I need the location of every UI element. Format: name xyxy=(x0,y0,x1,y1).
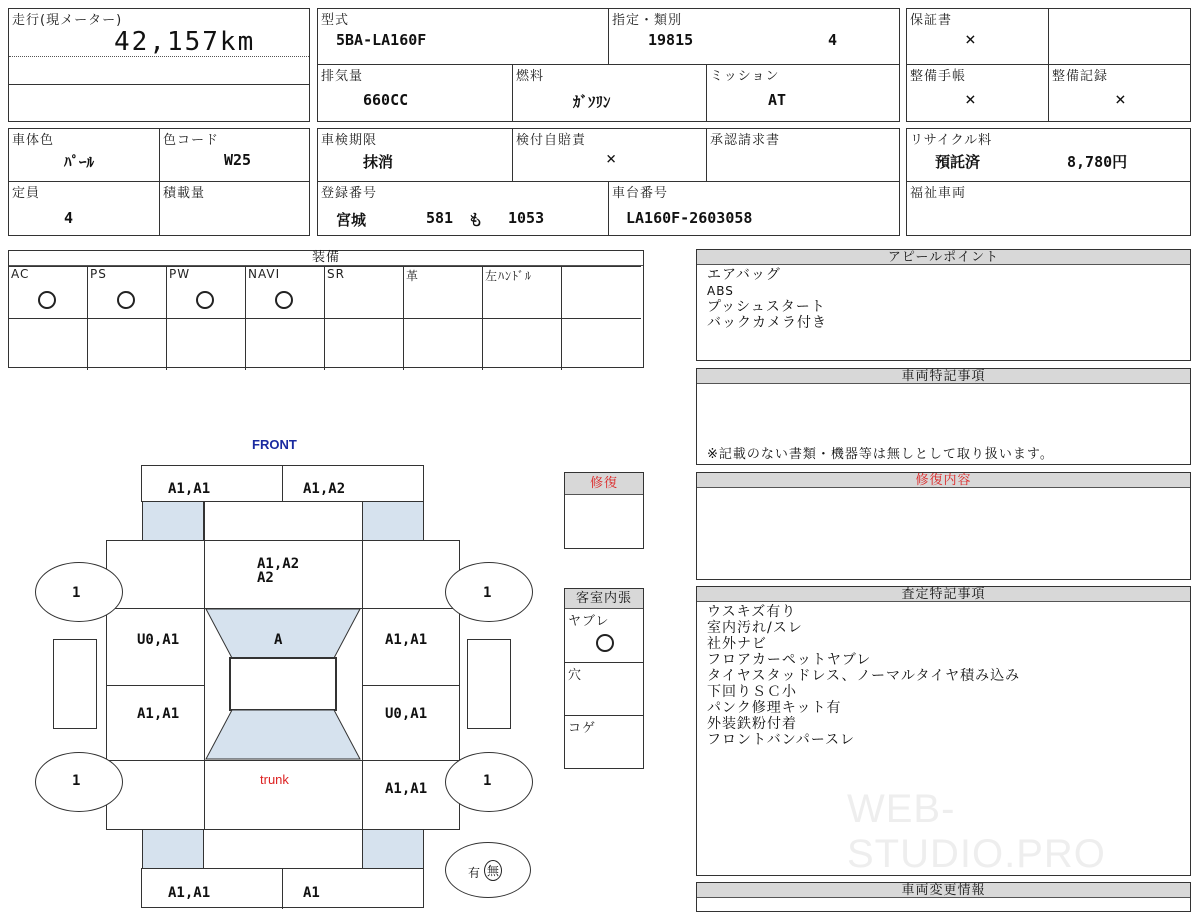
equipment-cell xyxy=(9,266,88,318)
equipment-cell xyxy=(167,266,246,318)
displacement-value: 660CC xyxy=(363,91,409,109)
recycle-amount: 8,780円 xyxy=(1067,153,1128,171)
assessment-item: 室内汚れ/スレ xyxy=(707,620,803,636)
designation-label: 指定・類別 xyxy=(612,13,683,28)
trunk-label: trunk xyxy=(260,772,289,787)
equipment-cell xyxy=(246,266,325,318)
maintenance-book-label: 整備手帳 xyxy=(910,69,967,84)
approval-label: 承認請求書 xyxy=(710,133,781,148)
equipment-empty-cell xyxy=(562,318,641,370)
front-right-code: A1,A2 xyxy=(303,481,346,497)
assessment-panel xyxy=(696,586,1191,876)
equipment-label: 革 xyxy=(406,269,420,283)
body-color-label: 車体色 xyxy=(12,133,55,148)
equipment-label: 左ﾊﾝﾄﾞﾙ xyxy=(485,269,533,283)
appeal-item: エアバッグ xyxy=(707,267,781,283)
interior-title: 客室内張 xyxy=(565,589,643,609)
warranty-box xyxy=(906,8,1191,122)
tire-fr-code: 1 xyxy=(483,585,492,601)
equipment-empty-cell xyxy=(88,318,167,370)
load-label: 積載量 xyxy=(163,186,206,201)
maintenance-record-value: × xyxy=(1115,89,1126,110)
equipment-cell xyxy=(483,266,562,318)
equipment-label: PW xyxy=(169,267,191,281)
right-front-door-code: A1,A1 xyxy=(385,632,428,648)
none-label: 無 xyxy=(484,860,502,881)
interior-burn-label: コゲ xyxy=(568,721,597,736)
color-box xyxy=(8,128,310,236)
vehicle-notes-note: ※記載のない書類・機器等は無しとして取り扱います。 xyxy=(707,447,1054,462)
vehicle-change-panel xyxy=(696,882,1191,912)
hood-code-1: A1,A2 xyxy=(257,556,300,572)
equipment-table xyxy=(8,250,644,368)
equipment-empty-cell xyxy=(9,318,88,370)
registration-num: 581 xyxy=(426,209,454,227)
recycle-box xyxy=(906,128,1191,236)
assessment-item: タイヤスタッドレス、ノーマルタイヤ積み込み xyxy=(707,668,1021,684)
equipment-empty-cell xyxy=(246,318,325,370)
equipment-empty-cell xyxy=(325,318,404,370)
appeal-item: ABS xyxy=(707,284,734,298)
warranty-label: 保証書 xyxy=(910,13,953,28)
fuel-label: 燃料 xyxy=(516,69,545,84)
tire-rl-code: 1 xyxy=(72,773,81,789)
registration-kana: も xyxy=(468,211,484,229)
vehicle-change-title: 車両変更情報 xyxy=(697,883,1190,898)
appeal-item: バックカメラ付き xyxy=(707,315,827,331)
appeal-panel xyxy=(696,249,1191,361)
assessment-title: 査定特記事項 xyxy=(697,587,1190,602)
recycle-status: 預託済 xyxy=(935,153,981,171)
cabin-glass xyxy=(204,608,362,760)
hood-code-2: A2 xyxy=(257,570,274,586)
rear-right-code: A1 xyxy=(303,885,320,901)
mileage-box xyxy=(8,8,310,122)
rear-left-code: A1,A1 xyxy=(168,885,211,901)
assessment-item: フロアカーペットヤブレ xyxy=(707,652,872,668)
equipment-empty-cell xyxy=(404,318,483,370)
tire-fl-code: 1 xyxy=(72,585,81,601)
assessment-list xyxy=(707,604,1020,748)
welfare-label: 福祉車両 xyxy=(910,186,967,201)
inspection-label: 車検期限 xyxy=(321,133,378,148)
vehicle-notes-panel xyxy=(696,368,1191,465)
designation-value2: 4 xyxy=(828,31,838,49)
vehicle-notes-title: 車両特記事項 xyxy=(697,369,1190,384)
left-front-door-code: U0,A1 xyxy=(137,632,180,648)
right-rear-door-code: U0,A1 xyxy=(385,706,428,722)
interior-tear-label: ヤブレ xyxy=(568,614,610,629)
mileage-label: 走行(現メーター) xyxy=(12,13,123,28)
warranty-value: × xyxy=(965,29,976,50)
transmission-label: ミッション xyxy=(710,69,780,84)
registration-pref: 宮城 xyxy=(336,211,367,229)
interior-tear-mark xyxy=(596,634,614,652)
repair-details-title: 修復内容 xyxy=(697,473,1190,488)
repair-label: 修復 xyxy=(565,473,643,495)
appeal-title: アピールポイント xyxy=(697,250,1190,265)
right-side-panel xyxy=(467,639,511,729)
watermark: WEB-STUDIO.PRO xyxy=(847,787,1106,876)
recycle-label: リサイクル料 xyxy=(910,133,993,148)
front-left-code: A1,A1 xyxy=(168,481,211,497)
registration-label: 登録番号 xyxy=(321,186,378,201)
appeal-item: プッシュスタート xyxy=(707,299,826,315)
maintenance-record-label: 整備記録 xyxy=(1052,69,1109,84)
insurance-value: × xyxy=(606,149,617,169)
equipment-check-mark xyxy=(275,291,293,309)
right-rear-quarter-code: A1,A1 xyxy=(385,781,428,797)
mileage-value: 42,157km xyxy=(114,27,256,57)
capacity-label: 定員 xyxy=(12,186,41,201)
equipment-cell xyxy=(325,266,404,318)
equipment-empty-cell xyxy=(167,318,246,370)
equipment-label: PS xyxy=(90,267,107,281)
has-label: 有 xyxy=(468,866,481,880)
equipment-cell xyxy=(404,266,483,318)
left-rear-door-code: A1,A1 xyxy=(137,706,180,722)
assessment-item: ウスキズ有り xyxy=(707,604,797,620)
displacement-label: 排気量 xyxy=(321,69,364,84)
equipment-check-mark xyxy=(196,291,214,309)
registration-box xyxy=(317,128,900,236)
model-label: 型式 xyxy=(321,13,350,28)
inspection-value: 抹消 xyxy=(363,153,394,171)
interior-hole-label: 穴 xyxy=(568,668,583,683)
equipment-title: 装備 xyxy=(9,251,643,266)
tire-rr-code: 1 xyxy=(483,773,492,789)
color-code-label: 色コード xyxy=(163,133,220,148)
interior-box xyxy=(564,588,644,769)
equipment-label: AC xyxy=(11,267,30,281)
transmission-value: AT xyxy=(768,91,787,109)
insurance-label: 検付自賠責 xyxy=(516,133,587,148)
model-value: 5BA-LA160F xyxy=(336,31,427,49)
registration-serial: 1053 xyxy=(508,209,545,227)
front-label: FRONT xyxy=(252,437,297,452)
capacity-value: 4 xyxy=(64,209,74,227)
body-color-value: ﾊﾟｰﾙ xyxy=(64,153,95,171)
equipment-check-mark xyxy=(38,291,56,309)
designation-value1: 19815 xyxy=(648,31,694,49)
equipment-cell xyxy=(88,266,167,318)
equipment-label: SR xyxy=(327,267,345,281)
equipment-label: NAVI xyxy=(248,267,281,281)
equipment-cell xyxy=(562,266,641,318)
assessment-item: 外装鉄粉付着 xyxy=(707,716,797,732)
equipment-check-mark xyxy=(117,291,135,309)
assessment-item: パンク修理キット有 xyxy=(707,700,842,716)
assessment-item: 社外ナビ xyxy=(707,636,767,652)
fuel-value: ｶﾞｿﾘﾝ xyxy=(573,93,611,111)
maintenance-book-value: × xyxy=(965,89,976,110)
car-diagram xyxy=(0,430,560,900)
repair-box xyxy=(564,472,644,549)
chassis-label: 車台番号 xyxy=(612,186,669,201)
assessment-item: 下回りＳＣ小 xyxy=(707,684,797,700)
windshield-code: A xyxy=(274,632,283,648)
color-code-value: W25 xyxy=(224,151,252,169)
repair-details-panel xyxy=(696,472,1191,580)
equipment-empty-cell xyxy=(483,318,562,370)
assessment-item: フロントバンパースレ xyxy=(707,732,856,748)
chassis-value: LA160F-2603058 xyxy=(626,209,753,227)
spec-box xyxy=(317,8,900,122)
appeal-list xyxy=(707,267,827,331)
left-side-panel xyxy=(53,639,97,729)
